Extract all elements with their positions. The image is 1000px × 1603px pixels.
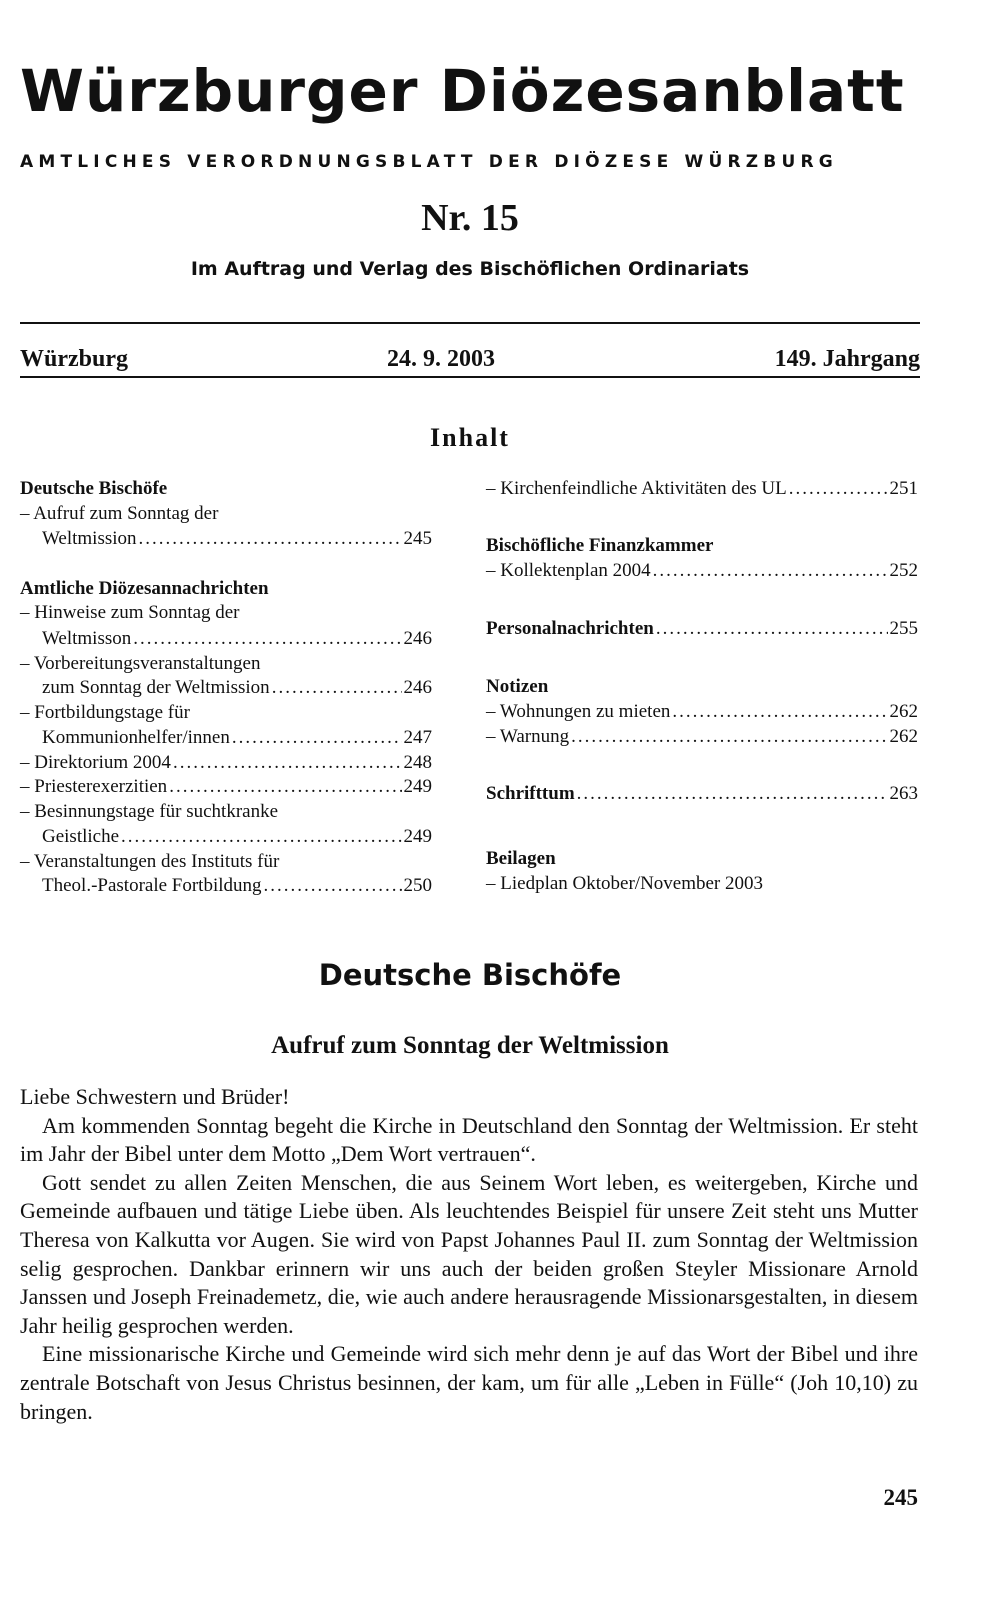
toc-entry-text: – Fortbildungstage für — [20, 702, 190, 723]
article-body — [20, 1083, 918, 1426]
toc-entry — [486, 783, 918, 805]
toc-entry-page: 262 — [889, 701, 918, 722]
toc-entry-text: – Priesterexerzitien — [20, 776, 168, 797]
toc-entry-text: – Warnung — [486, 726, 570, 747]
toc-entry — [42, 826, 432, 848]
toc-entry-text: zum Sonntag der Weltmission — [42, 677, 270, 698]
toc-entry — [42, 528, 432, 550]
toc-entry — [42, 875, 432, 897]
toc-entry — [486, 618, 918, 640]
toc-entry-page: 252 — [889, 560, 918, 581]
toc-heading-beilagen: Beilagen — [486, 848, 556, 869]
toc-entry-page: 262 — [889, 726, 918, 747]
toc-entry-page: 247 — [403, 727, 432, 748]
toc-entry-page: 251 — [889, 478, 918, 499]
toc-entry-page: 255 — [889, 618, 918, 639]
toc-entry-text: Kommunionhelfer/innen — [42, 727, 230, 748]
toc-entry — [486, 560, 918, 582]
toc-entry-page: 246 — [403, 628, 432, 649]
publisher-line: Im Auftrag und Verlag des Bischöflichen Ordinariats — [190, 258, 750, 280]
toc-entry — [42, 628, 432, 650]
toc-entry-text: – Vorbereitungsveranstaltungen — [20, 653, 261, 674]
toc-entry-page: 246 — [403, 677, 432, 698]
page-number: 245 — [883, 1485, 918, 1510]
toc-entry-page: 263 — [889, 783, 918, 804]
toc-entry-page: 249 — [403, 776, 432, 797]
top-rule — [20, 322, 920, 324]
toc-heading-finanzkammer: Bischöfliche Finanzkammer — [486, 535, 714, 556]
toc-entry-page: 250 — [403, 875, 432, 896]
toc-right-column — [486, 478, 918, 908]
toc-entry-text: – Hinweise zum Sonntag der — [20, 602, 240, 623]
article-salutation: Liebe Schwestern und Brüder! — [20, 1084, 290, 1109]
toc-entry — [20, 776, 432, 798]
toc-entry-page: 249 — [403, 826, 432, 847]
toc-heading-deutsche-bischoefe: Deutsche Bischöfe — [20, 478, 168, 499]
dateline-date: 24. 9. 2003 — [387, 346, 495, 372]
toc-entry — [42, 677, 432, 699]
masthead-title: Würzburger Diözesanblatt — [20, 57, 905, 125]
toc-entry — [486, 701, 918, 723]
toc-heading-schrifttum: Schrifttum — [486, 783, 575, 804]
article-paragraph: Gott sendet zu allen Zeiten Menschen, die aus Seinem Wort leben, es weitergeben, Kirche und Gemeinde aufbauen und tätige Liebe üben. Als leuchtendes Beispiel für unsere Zeit steht uns Mutter Theresa von Kalkutta vor Augen. Sie wird von Papst Johannes Paul II. zum Sonntag der Weltmission selig gesprochen. Dankbar erinnern wir uns auch der beiden großen Steyler Missionare Arnold Janssen und Joseph Freinademetz, die, wie auch andere herausragende Missionarsgestalten, in diesem Jahr heilig gesprochen werden. — [20, 1169, 918, 1338]
toc-entry-text: Geistliche — [42, 826, 120, 847]
toc-entry — [42, 727, 432, 749]
dateline-volume: 149. Jahrgang — [774, 346, 920, 372]
toc-entry-page: 248 — [403, 752, 432, 773]
toc-heading-amtliche-dioezesannachrichten: Amtliche Diözesannachrichten — [20, 578, 269, 599]
toc-heading-personalnachrichten: Personalnachrichten — [486, 618, 654, 639]
toc-entry-text: Weltmission — [42, 528, 137, 549]
toc-title: Inhalt — [430, 423, 510, 452]
toc-entry-text: – Liedplan Oktober/November 2003 — [486, 873, 764, 894]
article-paragraph: Eine missionarische Kirche und Gemeinde wird sich mehr denn je auf das Wort der Bibel und ihre zentrale Botschaft von Jesus Christus besinnen, der kam, um für alle „Leben in Fülle“ (Joh 10,10) zu bringen. — [20, 1341, 918, 1424]
issue-number: Nr. 15 — [421, 197, 519, 239]
article-title: Aufruf zum Sonntag der Weltmission — [271, 1032, 669, 1059]
toc-entry-text: – Kirchenfeindliche Aktivitäten des UL — [486, 478, 787, 499]
toc-entry-text: – Besinnungstage für suchtkranke — [20, 801, 279, 822]
toc-entry-text: Weltmisson — [42, 628, 132, 649]
dateline-place: Würzburg — [20, 346, 128, 372]
toc-heading-notizen: Notizen — [486, 676, 549, 697]
toc-entry-page: 245 — [403, 528, 432, 549]
toc-entry-text: – Aufruf zum Sonntag der — [20, 503, 219, 524]
toc-entry-text: – Kollektenplan 2004 — [486, 560, 651, 581]
masthead-subtitle: AMTLICHES VERORDNUNGSBLATT DER DIÖZESE WÜRZBURG — [20, 152, 838, 172]
toc-entry-text: – Wohnungen zu mieten — [486, 701, 671, 722]
toc-left-column — [20, 478, 432, 908]
article-paragraph: Am kommenden Sonntag begeht die Kirche in Deutschland den Sonntag der Weltmission. Er steht im Jahr der Bibel unter dem Motto „Dem Wort vertrauen“. — [20, 1112, 918, 1167]
toc-entry-text: Theol.-Pastorale Fortbildung — [42, 875, 262, 896]
toc-entry-text: – Direktorium 2004 — [20, 752, 171, 773]
bottom-rule — [20, 376, 920, 378]
toc-entry — [486, 478, 918, 500]
toc-entry — [20, 752, 432, 774]
toc-entry-text: – Veranstaltungen des Instituts für — [20, 851, 280, 872]
section-heading: Deutsche Bischöfe — [318, 958, 622, 992]
toc-entry — [486, 726, 918, 748]
